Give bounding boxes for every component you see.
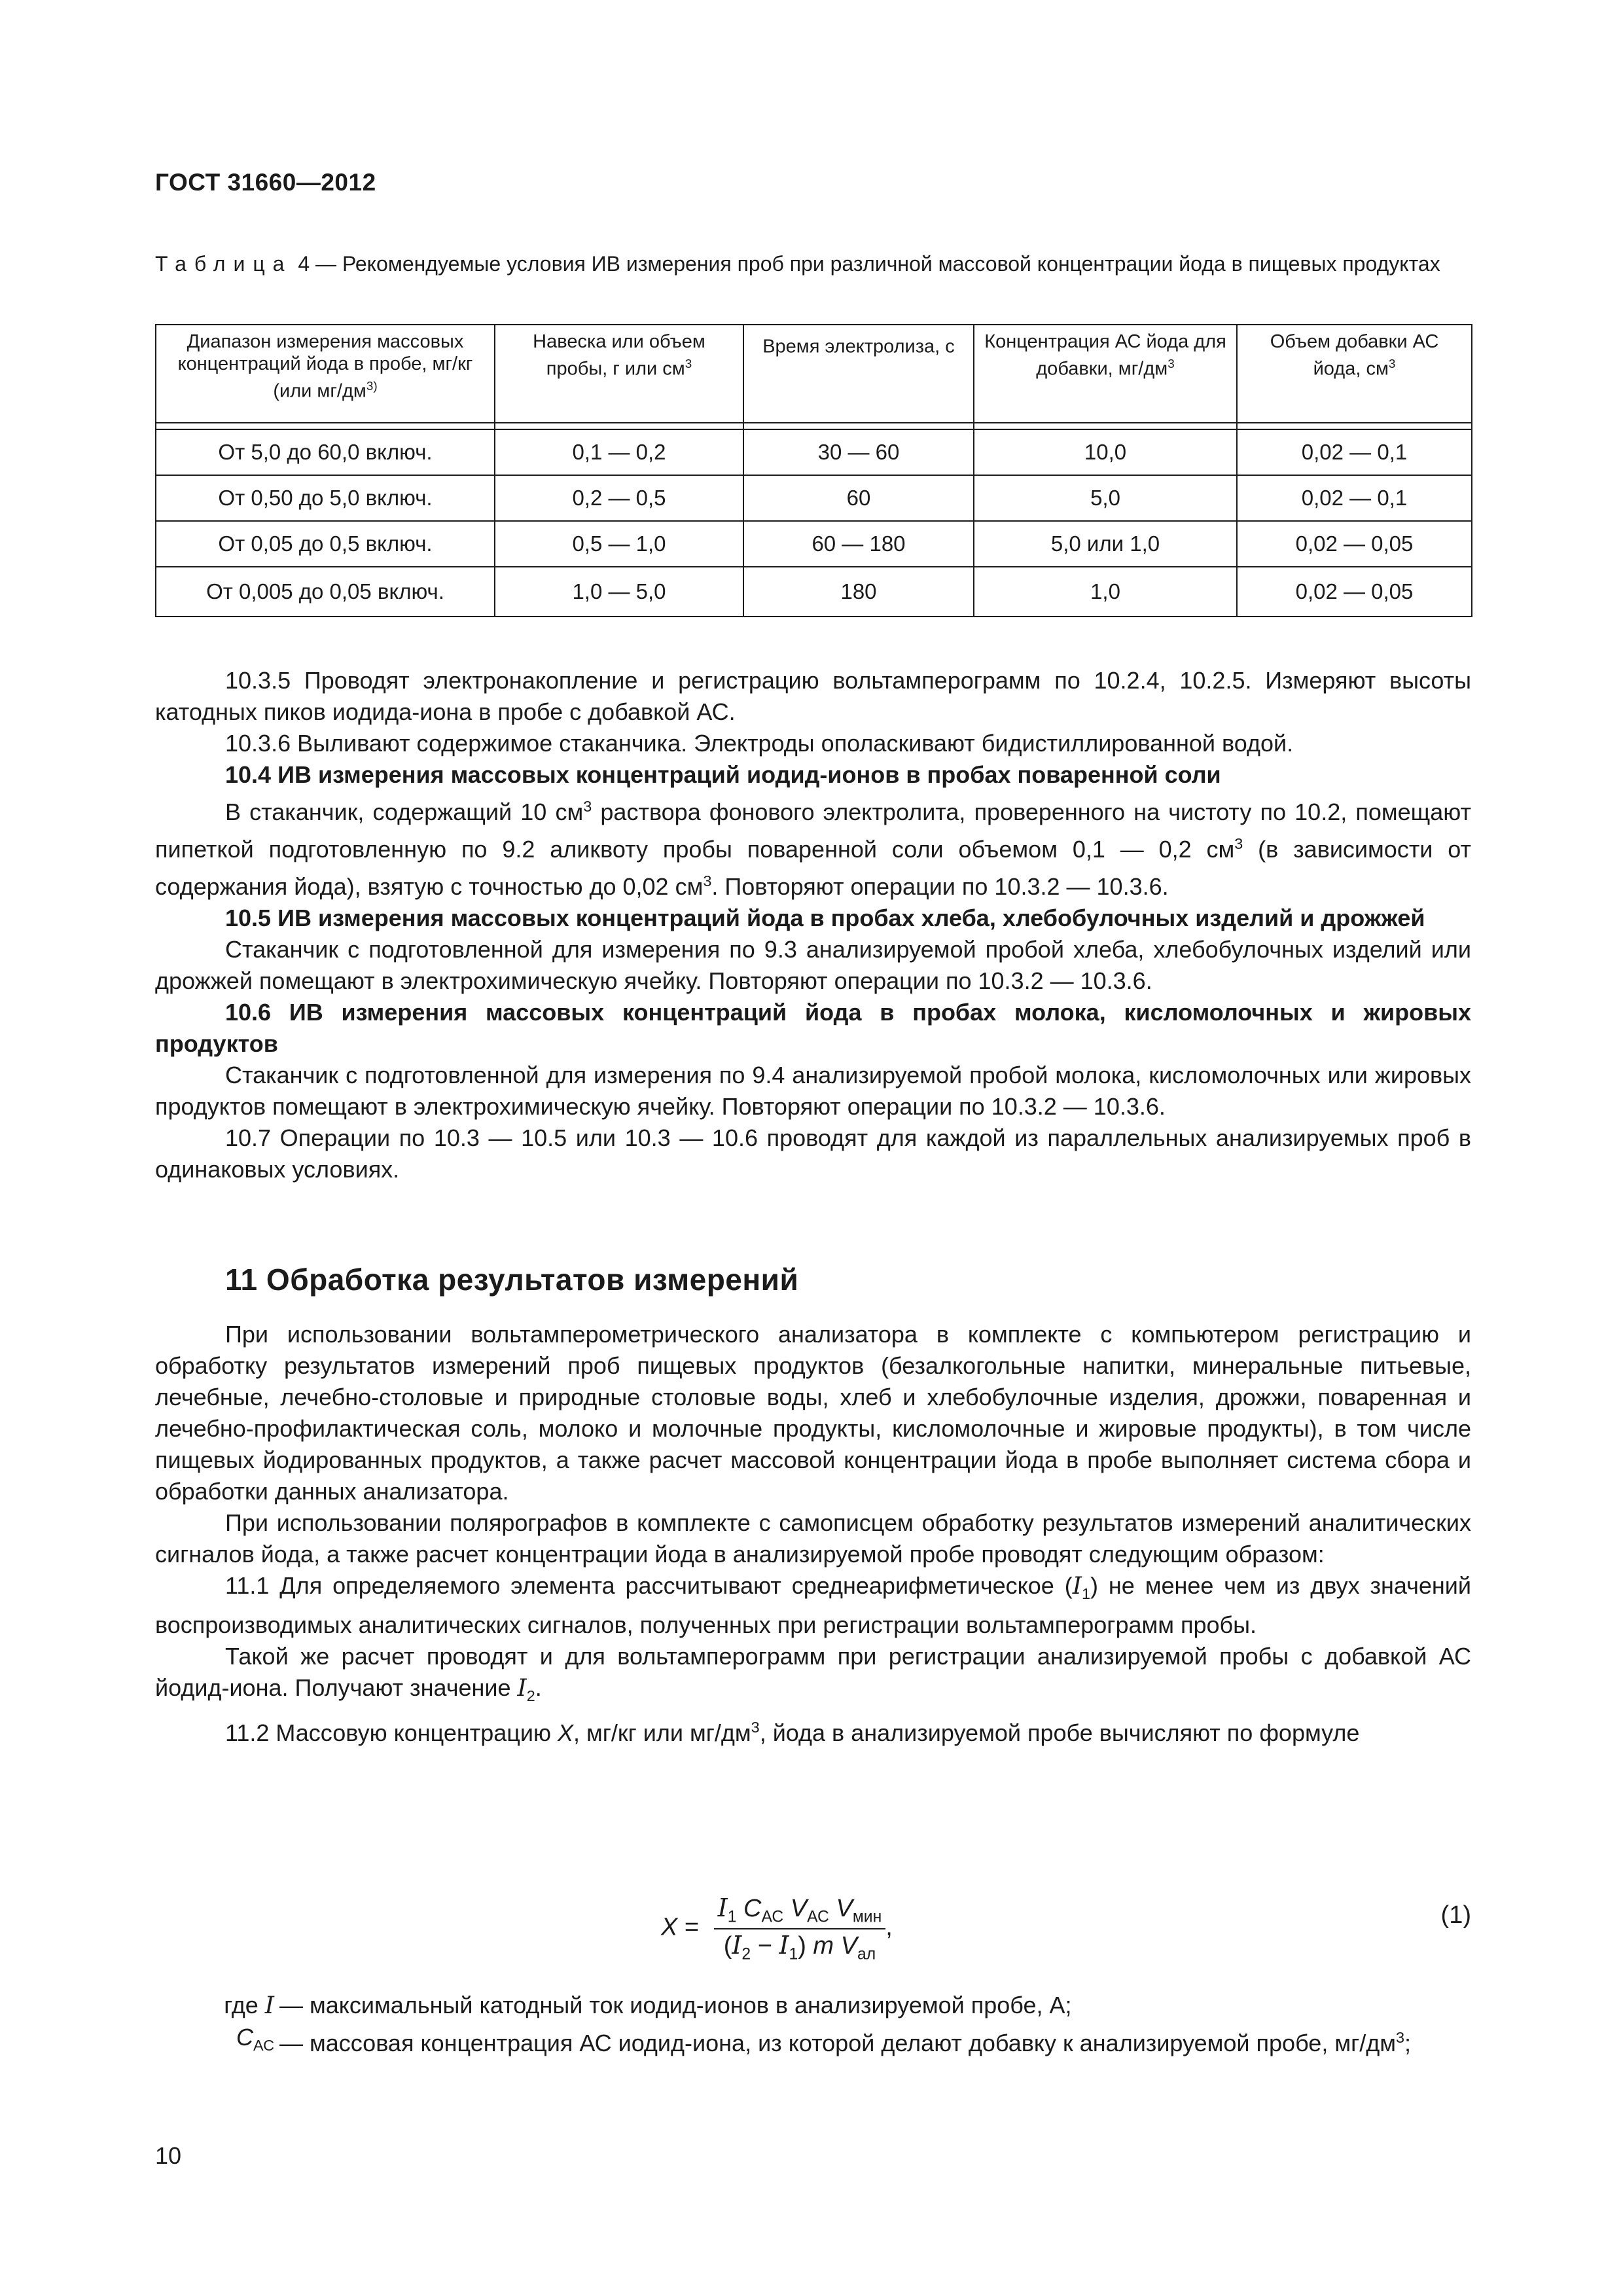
heading-10-6: 10.6 ИВ измерения массовых концентраций йода в пробах молока, кисломолочных и жировых продуктов xyxy=(155,999,1471,1057)
paragraph-10-5: Стаканчик с подготовленной для измерения по 9.3 анализируемой пробой хлеба, хлебобулочных изделий или дрожжей помещают в электрохимическую ячейку. Повторяют операции по 10.3.2 — 10.3.6. xyxy=(155,936,1471,994)
table-caption-title: 4 — Рекомендуемые условия ИВ измерения проб при различной массовой концентрации йода в пищевых продуктах xyxy=(298,252,1440,276)
formula-number: (1) xyxy=(1440,1901,1471,1929)
table-cell: 60 — 180 xyxy=(743,521,974,567)
table-header-cell: Диапазон измерения массовых концентраций йода в пробе, мг/кг (или $мг/дм^{3)}$ xyxy=(156,325,495,423)
legend-item-c-ac: $C_{АС}$ — массовая концентрация АС иодид-иона, из которой делают добавку к анализируемой пробе, $мг/дм^3$; xyxy=(236,2024,1411,2056)
table-cell: 5,0 или 1,0 xyxy=(974,521,1237,567)
heading-10-5: 10.5 ИВ измерения массовых концентраций йода в пробах хлеба, хлебобулочных изделий и дрожжей xyxy=(225,905,1425,931)
formula-1: X = $\frac{I_1 C_{АС} V_{АС} V_{мин}}{(I_2 - I_1) m V_{ал}}$ , xyxy=(661,1893,893,1964)
paragraph-10-7: 10.7 Операции по 10.3 — 10.5 или 10.3 — 10.6 проводят для каждой из параллельных анализируемых проб в одинаковых условиях. xyxy=(155,1124,1471,1183)
table-4 xyxy=(155,324,1472,617)
table-cell: 0,2 — 0,5 xyxy=(495,475,743,521)
formula-fraction xyxy=(714,1893,886,1964)
heading-10-4: 10.4 ИВ измерения массовых концентраций иодид-ионов в пробах поваренной соли xyxy=(225,761,1221,788)
paragraph-11-intro: При использовании вольтамперометрического анализатора в комплекте с компьютером регистрацию и обработку результатов измерений проб пищевых продуктов (безалкогольные напитки, минеральные питьевые, лечебные, лечебно-столовые и природные столовые воды, хлеб и хлебобулочные изделия, дрожжи, поваренная и лечебно-профилактическая соль, молоко и молочные продукты, кисломолочные и жировые продукты), в том числе пищевых йодированных продуктов, а также расчет массовой концентрации йода в пробе выполняет система сбора и обработки данных анализатора. xyxy=(155,1321,1471,1505)
paragraph-11-2: 11.2 Массовую концентрацию X, мг/кг или $мг/дм^3$, йода в анализируемой пробе вычисляют по формуле xyxy=(225,1719,1360,1747)
table-row xyxy=(156,521,1472,567)
paragraph-11-1-addition: Такой же расчет проводят и для вольтамперограмм при регистрации анализируемой пробы с добавкой АС йодид-иона. Получают значение $I_2$. xyxy=(155,1643,1471,1705)
table-cell: От 0,50 до 5,0 включ. xyxy=(156,475,495,521)
paragraph-10-6: Стаканчик с подготовленной для измерения по 9.4 анализируемой пробой молока, кисломолочных или жировых продуктов помещают в электрохимическую ячейку. Повторяют операции по 10.3.2 — 10.3.6. xyxy=(155,1062,1471,1120)
table-cell: От 0,05 до 0,5 включ. xyxy=(156,521,495,567)
legend-item-i: где I — максимальный катодный ток иодид-ионов в анализируемой пробе, А; xyxy=(224,1992,1072,2019)
table-cell: 30 — 60 xyxy=(743,429,974,475)
paragraph-11-polarograph: При использовании полярографов в комплекте с самописцем обработку результатов измерений аналитических сигналов йода, а также расчет концентрации йода в анализируемой пробе проводят следующим образом: xyxy=(155,1509,1471,1568)
table-header-cell: Навеска или объем пробы, г или $см^3$ xyxy=(495,325,743,423)
table-cell: 0,02 — 0,1 xyxy=(1237,475,1472,521)
formula-denominator: $(I_2 - I_1)$ m $V_{ал}$ xyxy=(723,1930,876,1964)
formula-legend xyxy=(155,1990,1471,2061)
table-cell: 0,02 — 0,05 xyxy=(1237,567,1472,617)
paragraph-10-3-5: 10.3.5 Проводят электронакопление и регистрацию вольтамперограмм по 10.2.4, 10.2.5. Измеряют высоты катодных пиков иодида-иона в пробе с добавкой АС. xyxy=(155,667,1471,725)
table-row xyxy=(156,567,1472,617)
table-cell: 0,02 — 0,05 xyxy=(1237,521,1472,567)
table-header-row xyxy=(156,325,1472,423)
paragraph-11-1: 11.1 Для определяемого элемента рассчитывают среднеарифметическое $(I_1)$ не менее чем из двух значений воспроизводимых аналитических сигналов, полученных при регистрации вольтамперограмм пробы. xyxy=(155,1572,1472,1639)
table-header-cell: Концентрация АС йода для добавки, $мг/дм^3$ xyxy=(974,325,1237,423)
table-row xyxy=(156,475,1472,521)
paragraph-10-4: В стаканчик, содержащий 10 $см^3$ раствора фонового электролита, проверенного на чистоту по 10.2, помещают пипеткой подготовленную по 9.2 аликвоту пробы поваренной соли объемом 0,1 — 0,2 $см^3$ (в зависимости от содержания йода), взятую с точностью до 0,02 $см^3$. Повторяют операции по 10.3.2 — 10.3.6. xyxy=(155,798,1472,900)
table-caption xyxy=(155,250,1464,278)
table-cell: 1,0 — 5,0 xyxy=(495,567,743,617)
document-header: ГОСТ 31660—2012 xyxy=(155,169,376,196)
section-11-text xyxy=(155,1319,1471,1749)
table-cell: 0,5 — 1,0 xyxy=(495,521,743,567)
table-header-cell: Объем добавки АС йода, $см^3$ xyxy=(1237,325,1472,423)
table-cell: 180 xyxy=(743,567,974,617)
table-cell: От 0,005 до 0,05 включ. xyxy=(156,567,495,617)
table-caption-label: Таблица xyxy=(155,252,293,276)
table-row xyxy=(156,429,1472,475)
page-number: 10 xyxy=(155,2142,182,2169)
table-cell: 5,0 xyxy=(974,475,1237,521)
table-cell: 60 xyxy=(743,475,974,521)
paragraph-10-3-6: 10.3.6 Выливают содержимое стаканчика. Электроды ополаскивают бидистиллированной водой. xyxy=(225,730,1294,757)
section-10-text xyxy=(155,665,1471,1185)
table-header-cell: Время электролиза, с xyxy=(743,325,974,423)
formula-numerator: $I_1$ $C_{АС}$ $V_{АС}$ $V_{мин}$ xyxy=(714,1893,886,1929)
table-cell: От 5,0 до 60,0 включ. xyxy=(156,429,495,475)
formula-lhs: X xyxy=(661,1913,678,1941)
table-cell: 10,0 xyxy=(974,429,1237,475)
section-11-title: 11 Обработка результатов измерений xyxy=(225,1263,799,1297)
table-cell: 0,02 — 0,1 xyxy=(1237,429,1472,475)
table-cell: 0,1 — 0,2 xyxy=(495,429,743,475)
table-cell: 1,0 xyxy=(974,567,1237,617)
table-header-divider xyxy=(156,423,1472,429)
